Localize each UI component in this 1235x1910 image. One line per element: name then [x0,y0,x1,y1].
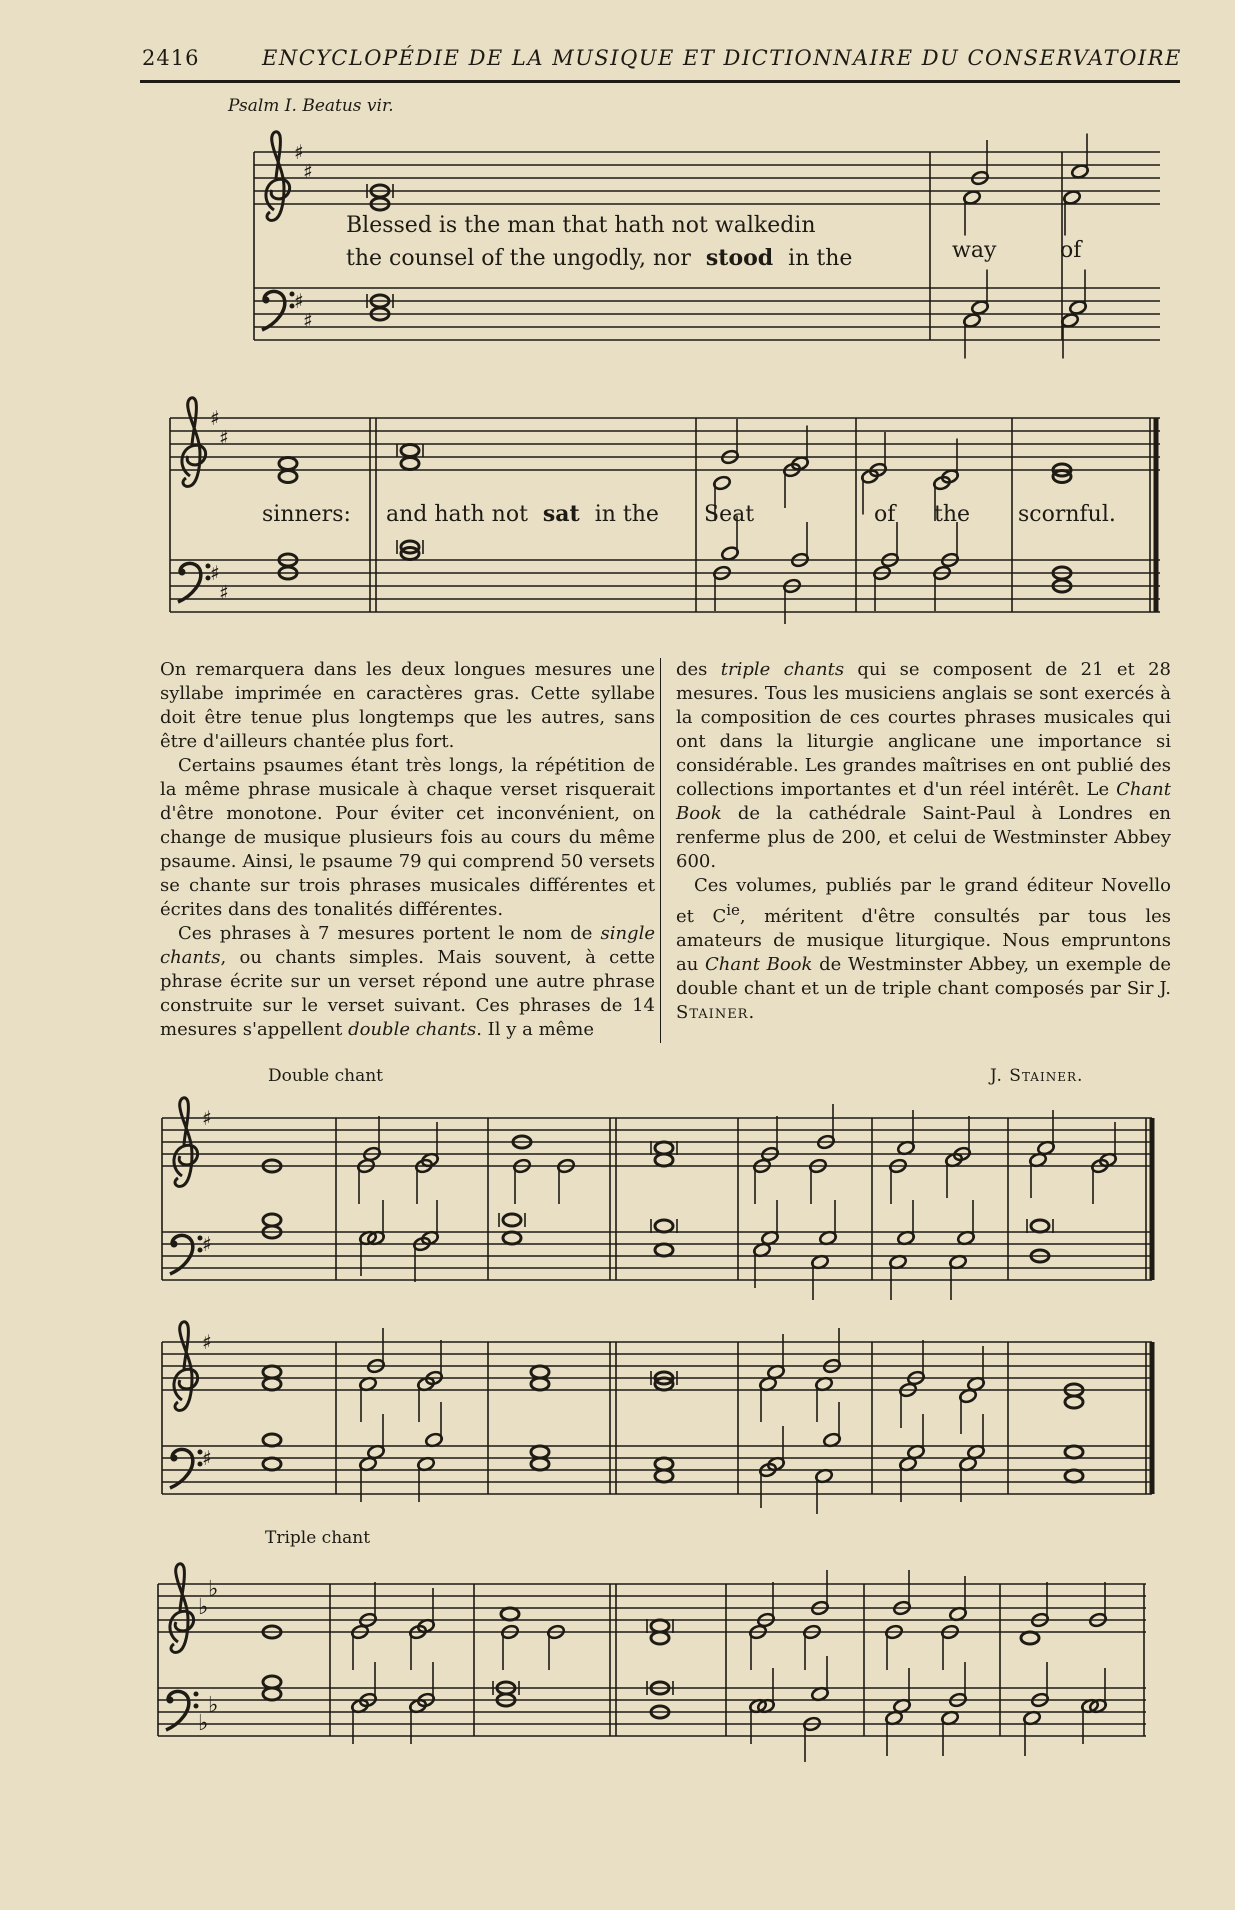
whole-note [1021,1632,1039,1644]
treble-clef-icon [182,398,206,487]
flat-icon: ♭ [208,1577,219,1602]
psalm-caption: Psalm I. Beatus vir. [228,96,394,116]
sharp-icon: ♯ [294,140,304,164]
running-title: ENCYCLOPÉDIE DE LA MUSIQUE ET DICTIONNAIRE DU CONSERVATOIRE [262,46,1182,70]
paragraph: Ces volumes, publiés par le grand éditeur Novello et $C^{ie}$, méritent d'être consultés par tous les amateurs de musique liturgique. Nous empruntons au Chant Book de Westminster Abbey, un exemple de double chant et un de triple chant composés par Sir J. Stainer. [676,875,1172,1023]
whole-note [655,1458,673,1470]
lyric-of: of [1060,238,1082,263]
sharp-icon: ♯ [303,308,313,333]
whole-note [655,1470,673,1482]
flat-icon: ♭ [208,1693,219,1718]
whole-note [263,1458,281,1470]
lyric-of2: of [874,502,896,527]
lyric-the: the [934,502,971,527]
whole-note [263,1366,281,1378]
whole-note [501,1608,519,1620]
whole-note [655,1154,673,1166]
whole-note [503,1232,521,1244]
whole-note [263,1688,281,1700]
sharp-icon: ♯ [202,1446,212,1470]
lyric-line2-b: in the [788,246,853,271]
lyric-sat: sat [542,501,580,527]
whole-note [655,1142,673,1154]
whole-note [279,458,297,470]
lyric-way: way [952,238,997,263]
paragraph: Certains psaumes étant très longs, la répétition de la même phrase musicale à chaque verset risquerait d'être monotone. Pour éviter cet inconvénient, on change de musique plusieurs fois au cours du même psaume. Ainsi, le psaume 79 qui comprend 50 versets se chante sur trois phrases musicales différentes et écrites dans des tonalités différentes. [160,755,655,920]
composer-name: J. Stainer. [990,1066,1084,1086]
bass-clef-icon [178,563,211,602]
body-column-right [676,658,1171,1025]
double-chant-caption: Double chant [268,1066,383,1086]
flat-icon: ♭ [198,1595,209,1620]
whole-note [401,458,419,470]
flat-icon: ♭ [198,1711,209,1736]
column-rule [660,658,661,1043]
whole-note [503,1214,521,1226]
sharp-icon: ♯ [202,1232,212,1256]
sharp-icon: ♯ [210,406,220,430]
whole-note [1065,1446,1083,1458]
paragraph: des triple chants qui se composent de 21 et 28 mesures. Tous les musiciens anglais se sont exercés à la composition de ces courtes phrases musicales qui ont dans la liturgie anglicane une importance si considérable. Les grandes maîtrises en ont publié des collections importantes et d'un réel intérêt. Le Chant Book de la cathédrale Saint-Paul à Londres en renferme plus de 200, et celui de Westminster Abbey 600. [676,659,1171,872]
sharp-icon: ♯ [294,289,304,313]
lyric-and-hath-not-text: and hath not [386,502,528,527]
whole-note [651,1620,669,1632]
triple-chant-caption: Triple chant [265,1528,371,1548]
lyric-in-the: in the [594,502,659,527]
paragraph: On remarquera dans les deux longues mesures une syllabe imprimée en caractères gras. Cette syllabe doit être tenue plus longtemps que les autres, sans être d'ailleurs chantée plus fort. [160,659,655,752]
treble-clef-icon [266,132,290,221]
whole-note [531,1446,549,1458]
lyric-line1: Blessed is the man that hath not walkedin [346,213,816,238]
whole-note [401,445,419,457]
whole-note [263,1378,281,1390]
lyric-line2-a: the counsel of the ungodly, nor [346,246,691,271]
whole-note [263,1434,281,1446]
sharp-icon: ♯ [202,1106,212,1130]
sharp-icon: ♯ [303,159,313,184]
whole-note [651,1632,669,1644]
whole-note [531,1378,549,1390]
lyric-sinners: sinners: [262,502,351,527]
lyric-and-hath-not [386,501,659,527]
lyric-stood: stood [705,245,774,271]
whole-note [1065,1396,1083,1408]
sharp-icon: ♯ [219,580,229,605]
whole-note [1031,1220,1049,1232]
paragraph: Ces phrases à 7 mesures portent le nom de single chants, ou chants simples. Mais souvent, à cette phrase écrite sur un verset répond une autre phrase construite sur le verset suivant. Ces phrases de 14 mesures s'appellent double chants. Il y a même [160,923,655,1040]
whole-note [531,1458,549,1470]
lyric-line2 [346,245,852,271]
sharp-icon: ♯ [202,1330,212,1354]
whole-note [263,1214,281,1226]
body-column-left [160,658,655,1042]
bass-clef-icon [262,291,295,330]
sharp-icon: ♯ [219,425,229,450]
lyric-seat: Seat [704,502,755,527]
whole-note [655,1244,673,1256]
whole-note [1065,1470,1083,1482]
whole-note [531,1366,549,1378]
whole-note [279,471,297,483]
page-number: 2416 [142,46,200,70]
sharp-icon: ♯ [210,561,220,585]
whole-note [655,1220,673,1232]
whole-note [263,1676,281,1688]
lyric-scornful: scornful. [1018,502,1116,527]
